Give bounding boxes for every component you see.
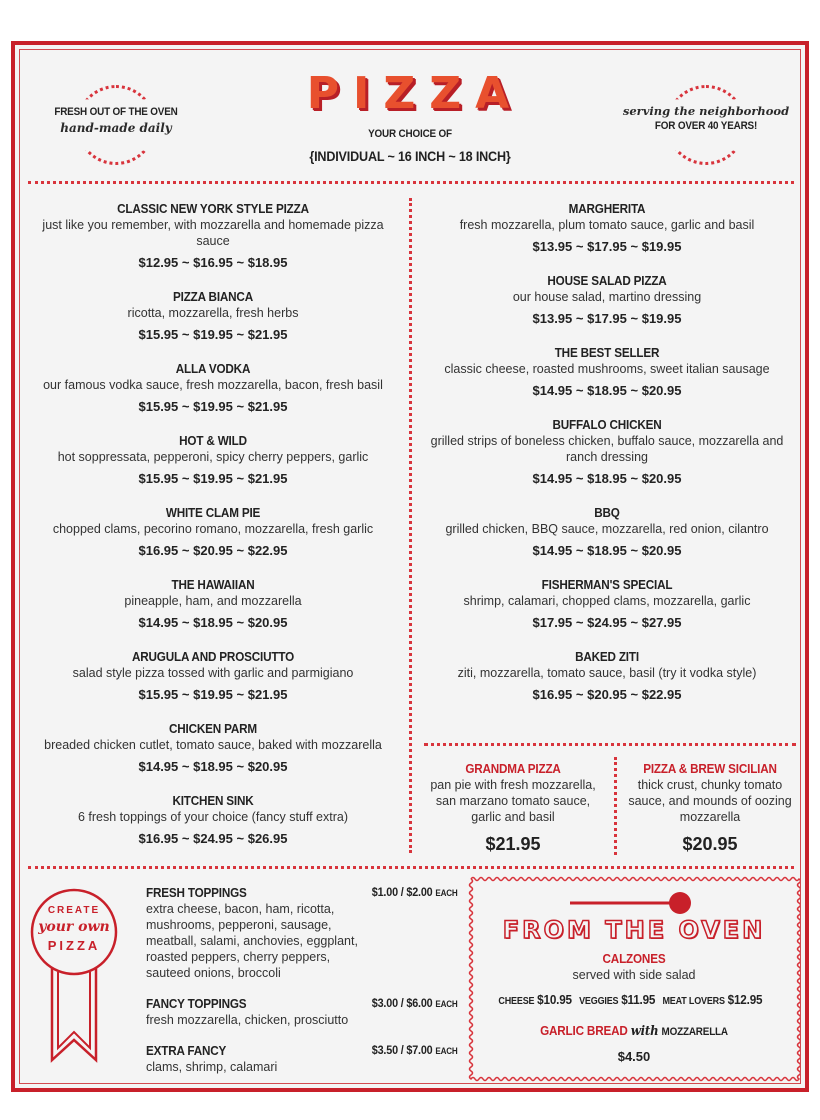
item-description: 6 fresh toppings of your choice (fancy stuff extra) <box>77 810 349 824</box>
price: $18.95 <box>193 615 233 630</box>
item-name: BUFFALO CHICKEN <box>552 417 662 432</box>
item-description: ricotta, mozzarella, fresh herbs <box>127 306 299 320</box>
item-prices: $13.95 ~ $17.95 ~ $19.95 <box>532 311 682 326</box>
price-value: 4.50 <box>624 1049 651 1064</box>
garlic-bread-mozzarella: MOZZARELLA <box>661 1026 728 1038</box>
price: $16.95 <box>193 255 233 270</box>
item-prices: $14.95 ~ $18.95 ~ $20.95 <box>532 383 682 398</box>
item-description: fresh mozzarella, plum tomato sauce, garlic and basil <box>459 218 755 232</box>
item-prices: $14.95 ~ $18.95 ~ $20.95 <box>138 759 288 774</box>
menu-item <box>28 792 398 848</box>
item-prices: $14.95 ~ $18.95 ~ $20.95 <box>138 615 288 630</box>
price-value: 15.95 <box>145 327 179 342</box>
price-value: 16.95 <box>145 543 179 558</box>
item-name: MARGHERITA <box>568 201 646 216</box>
divider <box>28 181 794 184</box>
price-value: 26.95 <box>254 831 288 846</box>
price-value: 18.95 <box>594 543 627 558</box>
price-value: 11.95 <box>627 992 656 1007</box>
garlic-bread <box>492 1022 776 1041</box>
price: $15.95 <box>138 327 179 342</box>
toppings-list <box>146 884 462 1089</box>
left-badge <box>40 104 192 135</box>
price: $18.95 <box>587 383 627 398</box>
special-description: pan pie with fresh mozzarella, san marzano tomato sauce, garlic and basil <box>430 778 596 824</box>
item-description: shrimp, calamari, chopped clams, mozzarella, garlic <box>463 594 751 608</box>
price: $20.95 <box>641 471 682 486</box>
right-badge-line1: serving the neighborhood <box>622 104 790 118</box>
price: $3.00 <box>371 996 398 1010</box>
item-description: ziti, mozzarella, tomato sauce, basil (try it vodka style) <box>457 666 757 680</box>
right-menu-column <box>424 200 790 720</box>
calzone-option <box>579 993 655 1007</box>
topping-name: FRESH TOPPINGS <box>146 885 247 900</box>
price-value: 14.95 <box>539 543 573 558</box>
price-value: 3.50 <box>377 1043 398 1057</box>
calzone-option <box>662 993 762 1007</box>
price: $16.95 <box>138 543 179 558</box>
special-price <box>624 835 796 853</box>
price-unit: EACH <box>435 999 458 1009</box>
item-description: breaded chicken cutlet, tomato sauce, baked with mozzarella <box>44 738 382 752</box>
price-value: 18.95 <box>594 383 627 398</box>
item-description: grilled strips of boneless chicken, buffalo sauce, mozzarella and ranch dressing <box>430 434 784 464</box>
item-prices: $12.95 ~ $16.95 ~ $18.95 <box>138 255 288 270</box>
calzones-title: CALZONES <box>602 951 666 966</box>
topping-description: extra cheese, bacon, ham, ricotta, mushrooms, pepperoni, sausage, meatball, salami, anchovies, eggplant, roasted peppers, cherry peppers, sauteed onions, broccoli <box>146 902 358 980</box>
price: $12.95 <box>138 255 179 270</box>
special-name: GRANDMA PIZZA <box>465 761 561 776</box>
price: $4.50 <box>617 1049 651 1064</box>
price: $24.95 <box>193 831 233 846</box>
price: $26.95 <box>247 831 288 846</box>
price: $18.95 <box>247 255 288 270</box>
price: $20.95 <box>247 759 288 774</box>
special-sicilian <box>624 760 796 853</box>
price-value: 24.95 <box>594 615 627 630</box>
price-unit: EACH <box>435 1046 458 1056</box>
special-name: PIZZA & BREW SICILIAN <box>643 761 777 776</box>
price-value: 21.95 <box>495 834 541 854</box>
divider <box>28 866 794 869</box>
item-description: classic cheese, roasted mushrooms, sweet italian sausage <box>444 362 770 376</box>
calzone-label: MEAT LOVERS <box>662 996 725 1007</box>
item-name: HOUSE SALAD PIZZA <box>547 273 667 288</box>
price: $14.95 <box>532 383 573 398</box>
price-value: 15.95 <box>145 687 179 702</box>
calzone-label: CHEESE <box>498 996 535 1007</box>
topping-description: clams, shrimp, calamari <box>146 1060 278 1074</box>
item-name: WHITE CLAM PIE <box>165 505 261 520</box>
price-value: 18.95 <box>200 759 233 774</box>
price: $27.95 <box>641 615 682 630</box>
price-value: 14.95 <box>539 471 573 486</box>
item-prices: $15.95 ~ $19.95 ~ $21.95 <box>138 327 288 342</box>
price: $19.95 <box>193 687 233 702</box>
price-value: 18.95 <box>594 471 627 486</box>
price-value: 12.95 <box>733 992 763 1007</box>
item-name: CLASSIC NEW YORK STYLE PIZZA <box>117 201 309 216</box>
price: $24.95 <box>587 615 627 630</box>
price-value: 14.95 <box>539 383 573 398</box>
item-description: our house salad, martino dressing <box>512 290 702 304</box>
price: $18.95 <box>193 759 233 774</box>
item-prices: $16.95 ~ $20.95 ~ $22.95 <box>138 543 288 558</box>
topping-price: $1.00 / $2.00 EACH <box>371 885 458 899</box>
item-description: salad style pizza tossed with garlic and parmigiano <box>72 666 354 680</box>
price-value: 18.95 <box>200 615 233 630</box>
price: $21.95 <box>247 687 288 702</box>
price: $16.95 <box>138 831 179 846</box>
item-prices: $17.95 ~ $24.95 ~ $27.95 <box>532 615 682 630</box>
from-the-oven-section <box>476 916 792 1066</box>
price-value: 21.95 <box>254 399 288 414</box>
pizza-peel-icon <box>570 890 694 916</box>
topping-group <box>146 884 462 981</box>
price: $14.95 <box>138 615 179 630</box>
price-value: 20.95 <box>254 615 288 630</box>
price-value: 21.95 <box>254 687 288 702</box>
item-prices: $13.95 ~ $17.95 ~ $19.95 <box>532 239 682 254</box>
price: $20.95 <box>193 543 233 558</box>
item-name: BAKED ZITI <box>575 649 639 664</box>
garlic-bread-label: GARLIC BREAD <box>540 1023 628 1038</box>
calzone-label: VEGGIES <box>579 996 619 1007</box>
menu-item <box>28 360 398 416</box>
price: $10.95 <box>537 992 572 1007</box>
price: $14.95 <box>532 471 573 486</box>
create-line1: CREATE <box>47 905 101 916</box>
price-value: 20.95 <box>200 543 233 558</box>
item-name: FISHERMAN'S SPECIAL <box>541 577 673 592</box>
topping-group <box>146 995 462 1028</box>
price: $20.95 <box>247 615 288 630</box>
create-line3: PIZZA <box>47 938 101 953</box>
price: $12.95 <box>727 992 763 1007</box>
menu-item <box>424 272 790 328</box>
item-name: THE HAWAIIAN <box>171 577 255 592</box>
calzone-option <box>498 993 571 1007</box>
price: $18.95 <box>587 471 627 486</box>
item-prices: $15.95 ~ $19.95 ~ $21.95 <box>138 471 288 486</box>
price-value: 20.95 <box>692 834 738 854</box>
special-grandma <box>420 760 606 853</box>
price-value: 20.95 <box>648 383 682 398</box>
price-value: 15.95 <box>145 399 179 414</box>
menu-item <box>424 648 790 704</box>
divider <box>614 757 617 855</box>
menu-item <box>28 720 398 776</box>
item-prices: $14.95 ~ $18.95 ~ $20.95 <box>532 471 682 486</box>
item-prices: $16.95 ~ $24.95 ~ $26.95 <box>138 831 288 846</box>
item-name: ARUGULA AND PROSCIUTTO <box>131 649 294 664</box>
menu-item <box>28 504 398 560</box>
price: $13.95 <box>532 239 573 254</box>
price-value: 13.95 <box>539 311 573 326</box>
price-value: 6.00 <box>411 996 433 1010</box>
menu-item <box>28 432 398 488</box>
item-name: BBQ <box>594 505 620 520</box>
price-value: 20.95 <box>648 471 682 486</box>
price: $21.95 <box>247 471 288 486</box>
item-name: THE BEST SELLER <box>554 345 660 360</box>
price-value: 1.00 <box>377 885 398 899</box>
price-value: 17.95 <box>594 311 627 326</box>
price-value: 19.95 <box>200 687 233 702</box>
price-value: 16.95 <box>200 255 233 270</box>
right-badge-line2: FOR OVER 40 YEARS! <box>654 120 758 132</box>
size-options: {INDIVIDUAL ~ 16 INCH ~ 18 INCH} <box>309 148 511 164</box>
left-menu-column <box>28 200 398 864</box>
menu-item <box>28 576 398 632</box>
calzone-options <box>492 991 776 1010</box>
price: $20.95 <box>641 543 682 558</box>
price: $19.95 <box>193 327 233 342</box>
price-value: 12.95 <box>145 255 179 270</box>
price-value: 19.95 <box>200 399 233 414</box>
item-description: our famous vodka sauce, fresh mozzarella, bacon, fresh basil <box>43 378 383 392</box>
price: $19.95 <box>641 239 682 254</box>
menu-item <box>28 200 398 272</box>
price: $20.95 <box>587 687 627 702</box>
special-price <box>420 835 606 853</box>
item-prices: $16.95 ~ $20.95 ~ $22.95 <box>532 687 682 702</box>
topping-price: $3.00 / $6.00 EACH <box>371 996 458 1010</box>
price: $16.95 <box>532 687 573 702</box>
price: $17.95 <box>587 311 627 326</box>
price-value: 10.95 <box>543 992 572 1007</box>
price-unit: EACH <box>435 888 458 898</box>
item-prices: $15.95 ~ $19.95 ~ $21.95 <box>138 687 288 702</box>
price: $22.95 <box>247 543 288 558</box>
price: $7.00 <box>406 1043 433 1057</box>
price-value: 3.00 <box>377 996 398 1010</box>
menu-item <box>28 288 398 344</box>
left-badge-line1: FRESH OUT OF THE OVEN <box>54 106 178 118</box>
topping-description: fresh mozzarella, chicken, prosciutto <box>146 1013 349 1027</box>
garlic-bread-with: with <box>630 1024 659 1039</box>
price: $17.95 <box>532 615 573 630</box>
price-value: 19.95 <box>200 327 233 342</box>
item-prices: $14.95 ~ $18.95 ~ $20.95 <box>532 543 682 558</box>
price: $21.95 <box>247 327 288 342</box>
price: $21.95 <box>485 834 541 854</box>
price: $6.00 <box>406 996 433 1010</box>
price: $21.95 <box>247 399 288 414</box>
price-value: 19.95 <box>648 239 682 254</box>
item-name: KITCHEN SINK <box>172 793 254 808</box>
item-name: ALLA VODKA <box>175 361 251 376</box>
price: $1.00 <box>371 885 398 899</box>
price: $20.95 <box>682 834 738 854</box>
create-your-own-badge <box>30 905 118 953</box>
price-value: 17.95 <box>539 615 573 630</box>
item-description: hot soppressata, pepperoni, spicy cherry peppers, garlic <box>57 450 369 464</box>
menu-item <box>424 504 790 560</box>
menu-item <box>424 576 790 632</box>
price-value: 20.95 <box>648 543 682 558</box>
price: $14.95 <box>532 543 573 558</box>
divider <box>409 198 412 853</box>
topping-group <box>146 1042 462 1075</box>
price-value: 20.95 <box>254 759 288 774</box>
price: $2.00 <box>406 885 433 899</box>
price: $19.95 <box>193 471 233 486</box>
topping-name: FANCY TOPPINGS <box>146 996 247 1011</box>
pizza-logo: PIZZA <box>306 68 524 119</box>
menu-item <box>424 344 790 400</box>
item-description: pineapple, ham, and mozzarella <box>124 594 302 608</box>
price-value: 7.00 <box>411 1043 433 1057</box>
price: $15.95 <box>138 687 179 702</box>
price: $3.50 <box>371 1043 398 1057</box>
price: $19.95 <box>641 311 682 326</box>
create-line2: your own <box>38 919 110 935</box>
price: $11.95 <box>621 992 656 1007</box>
price: $17.95 <box>587 239 627 254</box>
price-value: 21.95 <box>254 471 288 486</box>
calzones-desc: served with side salad <box>572 968 696 982</box>
price-value: 20.95 <box>594 687 627 702</box>
topping-price: $3.50 / $7.00 EACH <box>371 1043 458 1057</box>
price: $13.95 <box>532 311 573 326</box>
garlic-bread-price <box>476 1048 792 1066</box>
price-value: 16.95 <box>539 687 573 702</box>
price: $14.95 <box>138 759 179 774</box>
price-value: 21.95 <box>254 327 288 342</box>
price-value: 22.95 <box>254 543 288 558</box>
item-description: chopped clams, pecorino romano, mozzarella, fresh garlic <box>52 522 374 536</box>
price-value: 13.95 <box>539 239 573 254</box>
choice-label: YOUR CHOICE OF <box>368 128 452 140</box>
item-prices: $15.95 ~ $19.95 ~ $21.95 <box>138 399 288 414</box>
price: $20.95 <box>641 383 682 398</box>
price-value: 16.95 <box>145 831 179 846</box>
price-value: 19.95 <box>648 311 682 326</box>
from-the-oven-title: FROM THE OVEN <box>502 916 766 944</box>
item-description: just like you remember, with mozzarella and homemade pizza sauce <box>42 218 384 248</box>
price-value: 15.95 <box>145 471 179 486</box>
price-value: 2.00 <box>411 885 433 899</box>
price: $18.95 <box>587 543 627 558</box>
price-value: 14.95 <box>145 615 179 630</box>
price-value: 19.95 <box>200 471 233 486</box>
price-value: 22.95 <box>648 687 682 702</box>
menu-item <box>424 200 790 256</box>
price: $15.95 <box>138 471 179 486</box>
price-value: 27.95 <box>648 615 682 630</box>
price: $19.95 <box>193 399 233 414</box>
price-value: 18.95 <box>254 255 288 270</box>
special-description: thick crust, chunky tomato sauce, and mounds of oozing mozzarella <box>628 778 792 824</box>
price-value: 17.95 <box>594 239 627 254</box>
divider <box>424 743 796 746</box>
menu-item <box>28 648 398 704</box>
item-name: CHICKEN PARM <box>169 721 257 736</box>
price: $15.95 <box>138 399 179 414</box>
right-badge <box>620 104 792 135</box>
menu-item <box>424 416 790 488</box>
topping-name: EXTRA FANCY <box>146 1043 227 1058</box>
item-description: grilled chicken, BBQ sauce, mozzarella, red onion, cilantro <box>445 522 769 536</box>
left-badge-line2: hand-made daily <box>60 121 172 135</box>
price: $22.95 <box>641 687 682 702</box>
price-value: 24.95 <box>200 831 233 846</box>
item-name: HOT & WILD <box>179 433 247 448</box>
item-name: PIZZA BIANCA <box>173 289 253 304</box>
price-value: 14.95 <box>145 759 179 774</box>
